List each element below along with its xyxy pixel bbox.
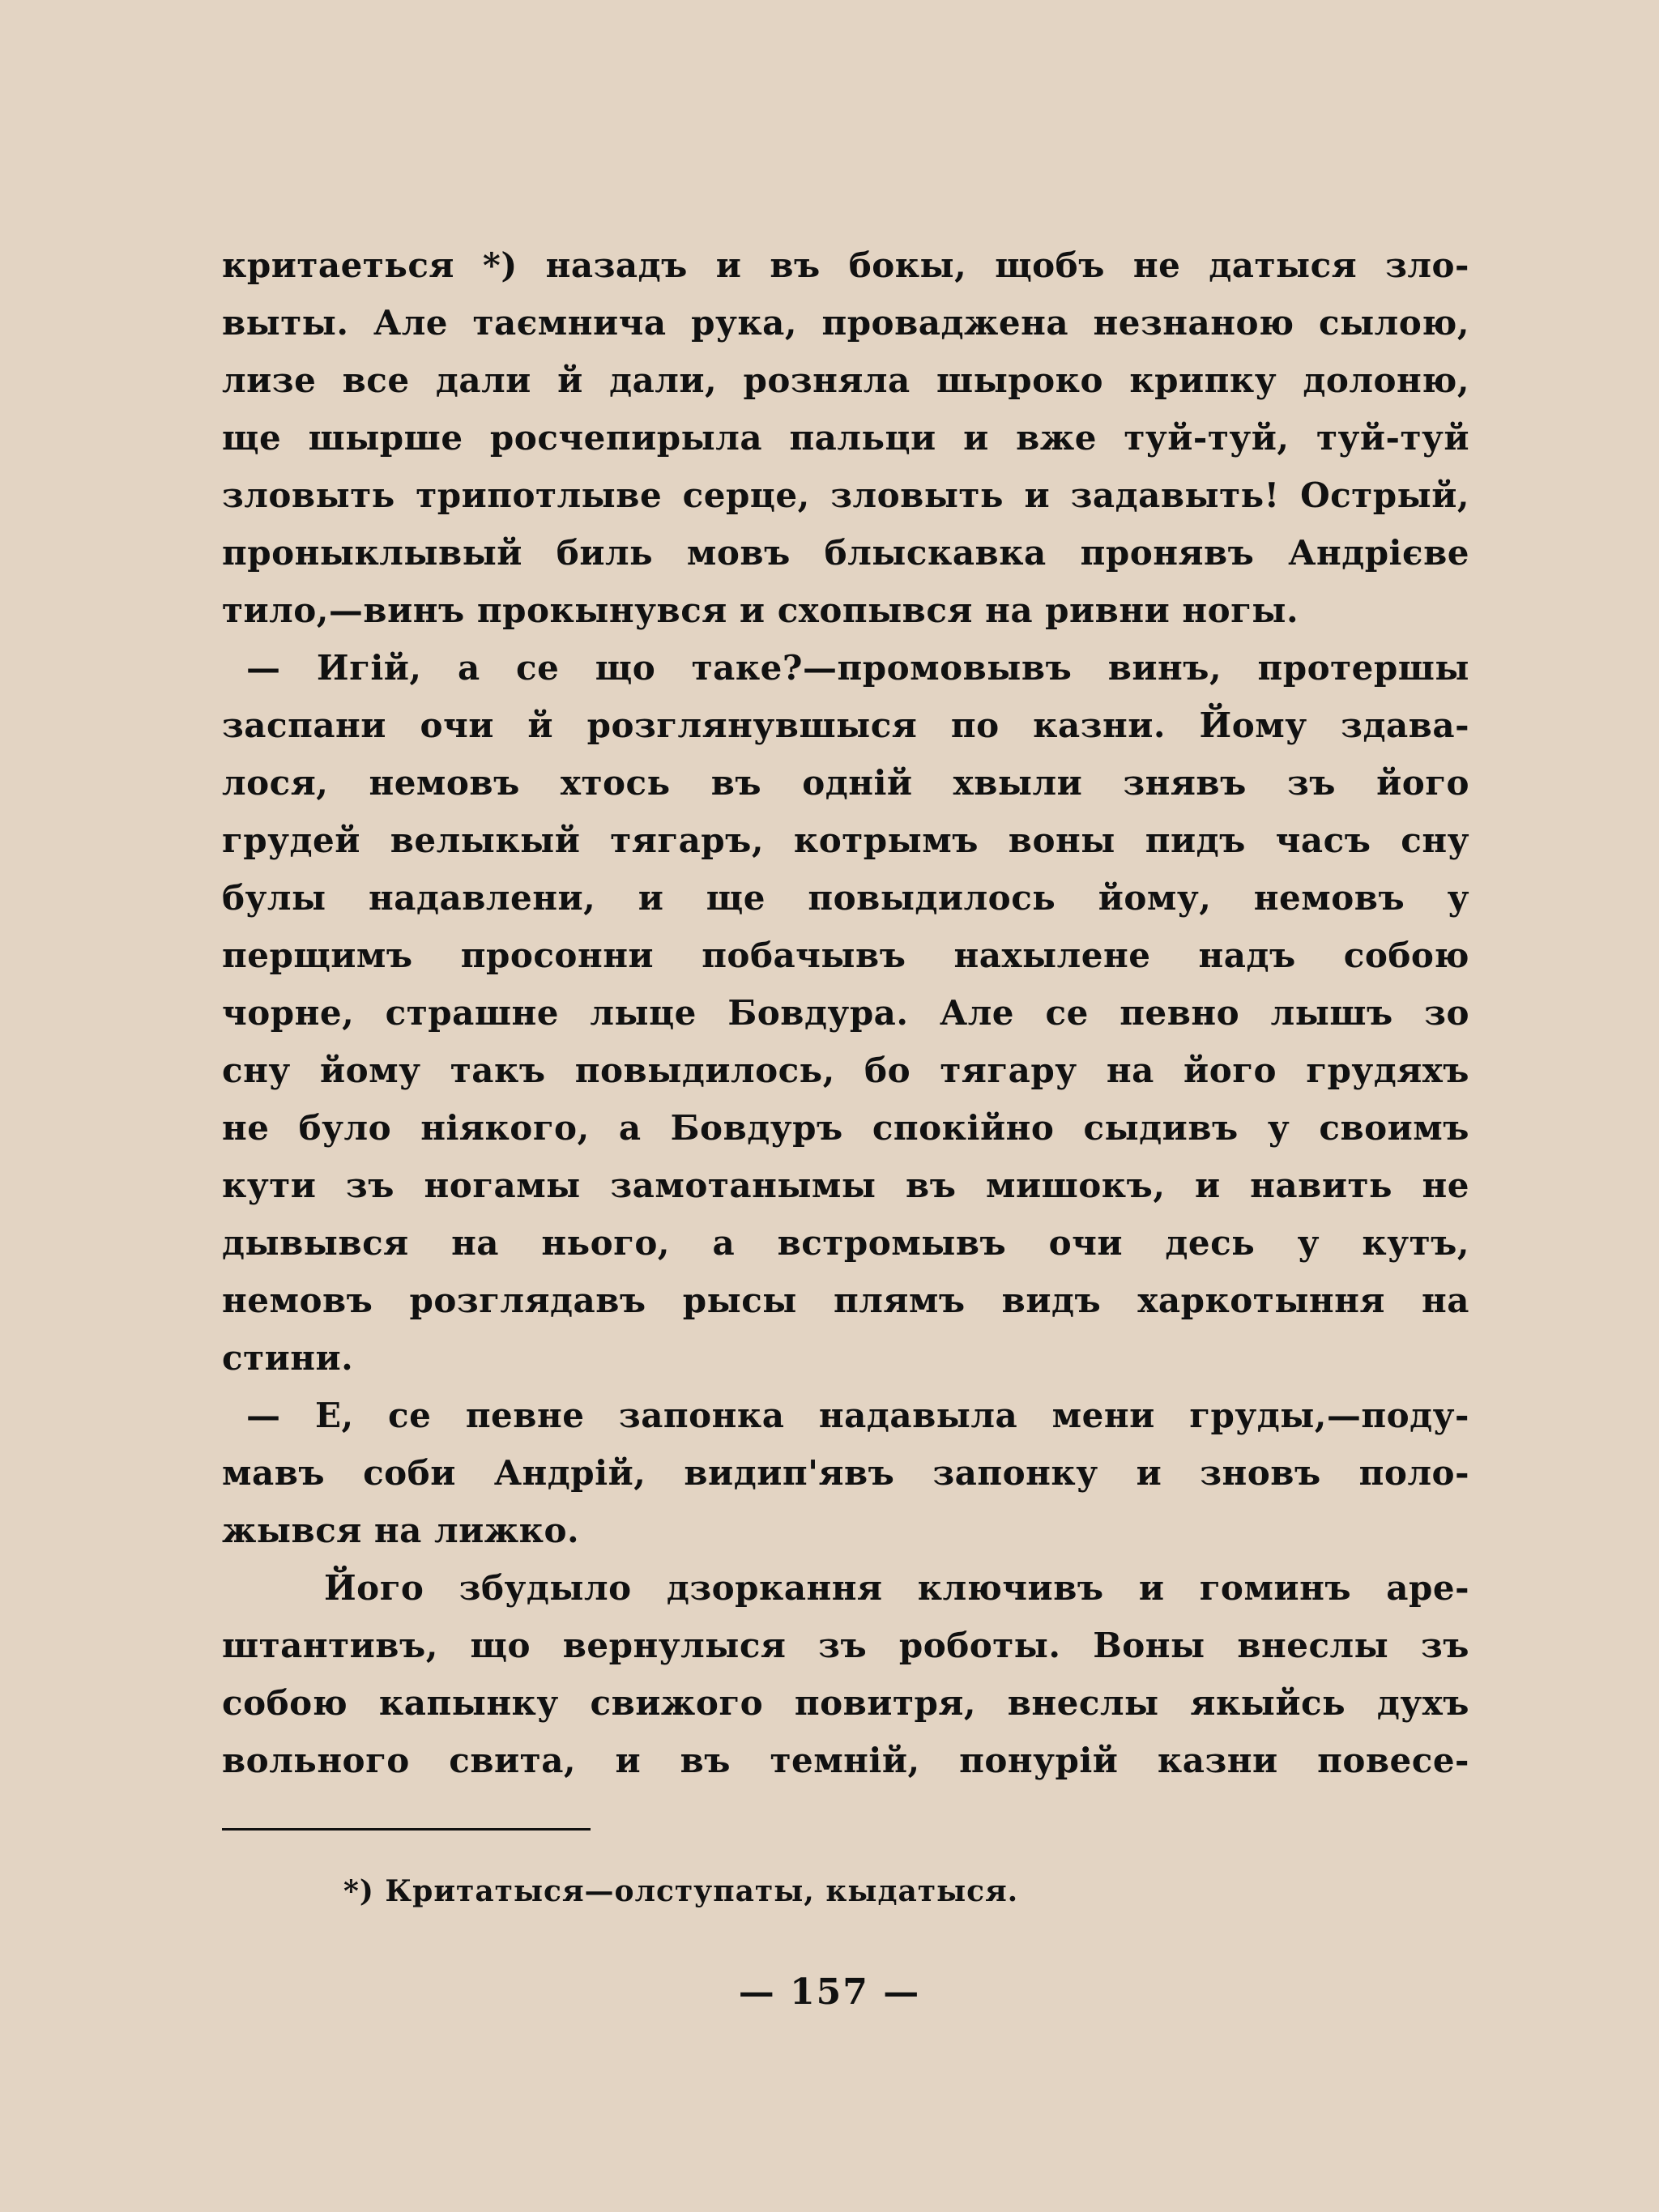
text-line: лося, немовъ хтось въ одній хвыли знявъ зъ його	[222, 763, 1469, 803]
footnote: *) Критатыся—олступаты, кыдатыся.	[343, 1874, 1019, 1908]
text-line: выты. Але таємнича рука, проваджена незнаною сылою,	[222, 303, 1469, 343]
text-line: мавъ соби Андрій, видип'явъ запонку и зновъ поло-	[222, 1453, 1469, 1493]
text-line: тило,—винъ прокынувся и схопывся на ривни ногы.	[222, 590, 1299, 630]
text-line: булы надавлени, и ще повыдилось йому, немовъ у	[222, 878, 1469, 918]
text-line: жывся на лижко.	[222, 1511, 580, 1550]
text-line: чорне, страшне лыце Бовдура. Але се певно лышъ зо	[222, 993, 1469, 1033]
text-line: заспани очи й розглянувшыся по казни. Йому здава-	[222, 705, 1469, 745]
main-text	[222, 237, 1469, 1789]
text-line: стини.	[222, 1338, 354, 1378]
text-line: не було ніякого, а Бовдуръ спокійно сыдивъ у своимъ	[222, 1108, 1469, 1148]
text-line: штантивъ, що вернулыся зъ роботы. Воны внеслы зъ	[222, 1626, 1469, 1665]
page-number: — 157 —	[738, 1971, 921, 2013]
text-line: грудей велыкый тягаръ, котрымъ воны пидъ часъ сну	[222, 820, 1469, 860]
text-line: немовъ розглядавъ рысы плямъ видъ харкотыння на	[222, 1281, 1469, 1320]
text-line: проныклывый биль мовъ блыскавка пронявъ Андрієве	[222, 533, 1469, 573]
text-line: дывывся на нього, а встромывъ очи десь у кутъ,	[222, 1223, 1469, 1263]
text-line: зловыть трипотлыве серце, зловыть и задавыть! Острый,	[222, 475, 1469, 515]
text-line: сну йому такъ повыдилось, бо тягару на його грудяхъ	[222, 1051, 1469, 1090]
text-line: перщимъ просонни побачывъ нахылене надъ собою	[222, 936, 1469, 975]
text-line: вольного свита, и въ темній, понурій казни повесе-	[222, 1741, 1469, 1780]
text-line: Його збудыло дзоркання ключивъ и гоминъ аре-	[324, 1568, 1469, 1608]
footnote-divider	[222, 1828, 591, 1831]
text-line: кути зъ ногамы замотанымы въ мишокъ, и навить не	[222, 1166, 1469, 1205]
text-line: лизе все дали й дали, розняла шыроко крипку долоню,	[222, 360, 1469, 400]
text-line: критаеться *) назадъ и въ бокы, щобъ не датыся зло-	[222, 245, 1469, 285]
text-line: ще шырше росчепирыла пальци и вже туй-туй, туй-туй	[222, 418, 1469, 458]
text-line: собою капынку свижого повитря, внеслы якыйсь духъ	[222, 1683, 1469, 1723]
text-line: — Игій, а се що таке?—промовывъ винъ, протершы	[246, 648, 1469, 688]
text-line: — Е, се певне запонка надавыла мени груды,—поду-	[246, 1396, 1469, 1435]
